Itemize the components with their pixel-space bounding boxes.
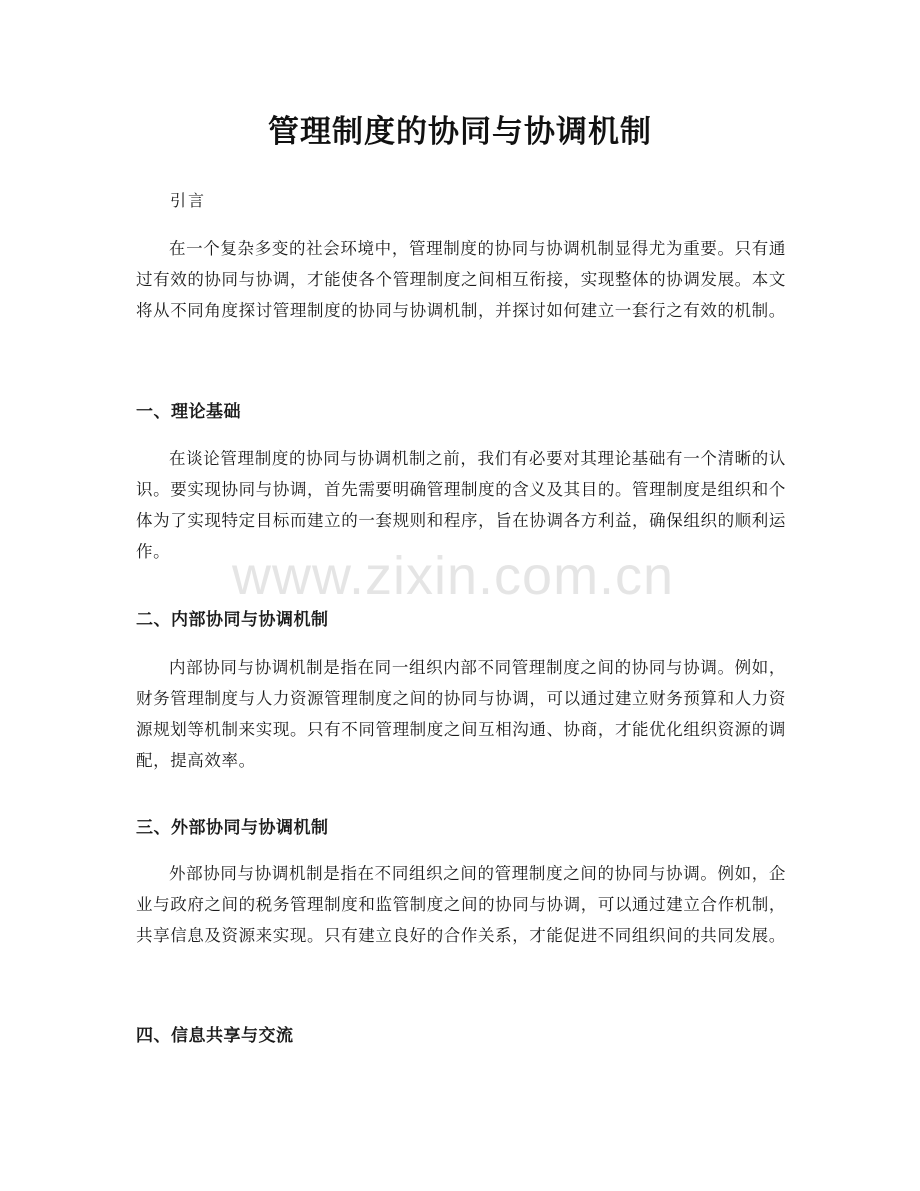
- section-paragraph-2: 内部协同与协调机制是指在同一组织内部不同管理制度之间的协同与协调。例如，财务管理制度与人力资源管理制度之间的协同与协调，可以通过建立财务预算和人力资源规划等机制来实现。只有不同管理制度之间互相沟通、协商，才能优化组织资源的调配，提高效率。: [136, 658, 786, 770]
- intro-paragraph: 在一个复杂多变的社会环境中，管理制度的协同与协调机制显得尤为重要。只有通过有效的协同与协调，才能使各个管理制度之间相互衔接，实现整体的协调发展。本文将从不同角度探讨管理制度的协同与协调机制，并探讨如何建立一套行之有效的机制。: [136, 239, 786, 320]
- section-paragraph-3: 外部协同与协调机制是指在不同组织之间的管理制度之间的协同与协调。例如，企业与政府之间的税务管理制度和监管制度之间的协同与协调，可以通过建立合作机制，共享信息及资源来实现。只有建立良好的合作关系，才能促进不同组织间的共同发展。: [136, 864, 786, 945]
- intro-label: 引言: [170, 191, 207, 210]
- watermark: www.zixin.com.cn: [232, 546, 675, 606]
- section-heading-3: 三、外部协同与协调机制: [136, 818, 329, 838]
- document-title: 管理制度的协同与协调机制: [268, 114, 652, 150]
- section-paragraph-1: 在谈论管理制度的协同与协调机制之前，我们有必要对其理论基础有一个清晰的认识。要实现协同与协调，首先需要明确管理制度的含义及其目的。管理制度是组织和个体为了实现特定目标而建立的一套规则和程序，旨在协调各方利益，确保组织的顺利运作。: [136, 449, 786, 561]
- section-heading-1: 一、理论基础: [136, 402, 241, 422]
- section-heading-2: 二、内部协同与协调机制: [136, 610, 329, 630]
- section-heading-4: 四、信息共享与交流: [136, 1026, 294, 1046]
